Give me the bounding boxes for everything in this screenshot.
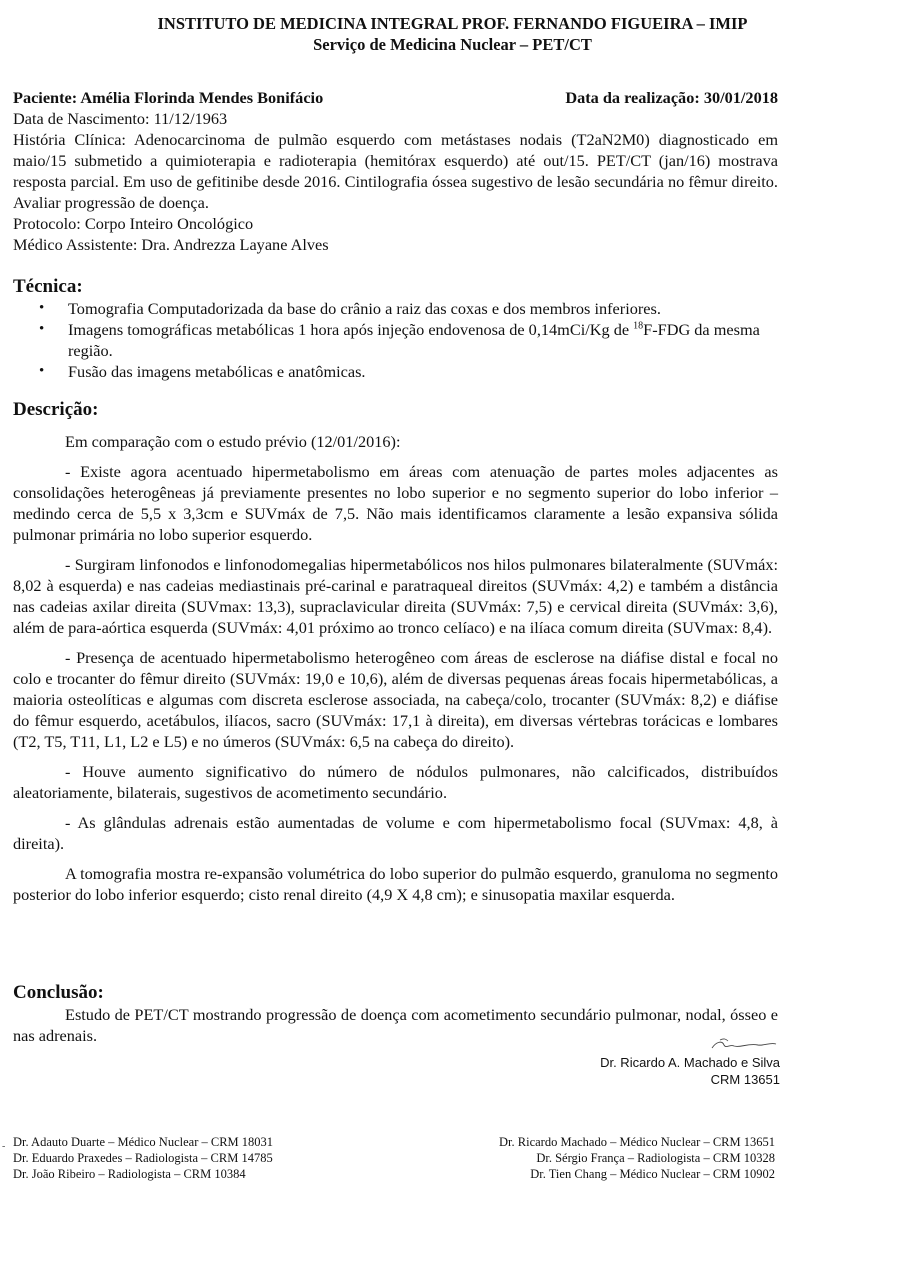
report-header <box>0 13 905 55</box>
description-paragraph: - As glândulas adrenais estão aumentadas de volume e com hipermetabolismo focal (SUVmax: 4,8, à direita). <box>13 813 778 853</box>
protocol: Protocolo: Corpo Inteiro Oncológico <box>13 214 254 233</box>
footer-physician: Dr. Eduardo Praxedes – Radiologista – CRM 14785 <box>13 1151 273 1165</box>
service-name: Serviço de Medicina Nuclear – PET/CT <box>313 35 592 54</box>
footer-physician: Dr. João Ribeiro – Radiologista – CRM 10384 <box>13 1167 246 1181</box>
handwritten-signature <box>660 1036 780 1054</box>
description-paragraph: - Surgiram linfonodos e linfonodomegalias hipermetabólicos nos hilos pulmonares bilateralmente (SUVmáx: 8,02 à esquerda) e nas cadeias mediastinais pré-carinal e paratraqueal direitos (SUVmáx: 4,2) e também a distância nas cadeias axilar direita (SUVmax: 13,3), supraclavicular direita (SUVmáx: 7,5) e cervical direita (SUVmáx: 3,6), além de para-aórtica esquerda (SUVmáx: 4,01 próximo ao tronco celíaco) e na ilíaca comum direita (SUVmax: 8,4). <box>13 555 778 637</box>
description-paragraph: - Existe agora acentuado hipermetabolismo em áreas com atenuação de partes moles adjacentes as consolidações heterogêneas já previamente presentes no lobo superior e no segmento superior do lobo inferior – medindo cerca de 5,5 x 3,3cm e SUVmáx de 7,5. Não mais identificamos claramente a lesão expansiva sólida pulmonar primária no lobo superior esquerdo. <box>13 462 778 544</box>
footer-physician: Dr. Ricardo Machado – Médico Nuclear – CRM 13651 <box>499 1135 775 1149</box>
technique-list <box>13 298 778 382</box>
clinical-history: História Clínica: Adenocarcinoma de pulmão esquerdo com metástases nodais (T2aN2M0) diagnosticado em maio/15 submetido a quimioterapia e radioterapia (hemitórax esquerdo) até out/15. PET/CT (jan/16) mostrava resposta parcial. Em uso de gefitinibe desde 2016. Cintilografia óssea sugestivo de lesão secundária no fêmur direito. Avaliar progressão de doença. <box>13 130 778 212</box>
signer-crm: CRM 13651 <box>710 1072 780 1087</box>
conclusion-heading: Conclusão: <box>13 982 104 1003</box>
description-heading: Descrição: <box>13 399 99 420</box>
description-paragraph: - Presença de acentuado hipermetabolismo heterogêneo com áreas de esclerose na diáfise distal e focal no colo e trocanter do fêmur direito (SUVmáx: 19,0 e 10,6), além de diversas pequenas áreas focais hipermetabólicas, a maioria osteolíticas e algumas com discreta esclerose associada, na cabeça/colo, trocanter (SUVmáx: 8,2) e diáfise do fêmur esquerdo, acetábulos, ilíacos, sacro (SUVmáx: 17,1 à direita), em diversas vértebras torácicas e lombares (T2, T5, T11, L1, L2 e L5) e no úmeros (SUVmáx: 6,5 na cabeça do direito). <box>13 648 778 751</box>
description-paragraph: - Houve aumento significativo do número de nódulos pulmonares, não calcificados, distribuídos aleatoriamente, bilaterais, sugestivos de acometimento secundário. <box>13 762 778 802</box>
technique-item: • Imagens tomográficas metabólicas 1 hora após injeção endovenosa de 0,14mCi/Kg de $^{18}$F-FDG da mesma região. <box>13 319 778 361</box>
description-paragraph: A tomografia mostra re-expansão volumétrica do lobo superior do pulmão esquerdo, granuloma no segmento posterior do lobo inferior esquerdo; cisto renal direito (4,9 X 4,8 cm); e sinusopatia maxilar esquerda. <box>13 864 778 904</box>
description-paragraph: Em comparação com o estudo prévio (12/01/2016): <box>65 432 401 451</box>
technique-heading: Técnica: <box>13 276 83 297</box>
signature-block <box>540 1036 780 1088</box>
signer-name: Dr. Ricardo A. Machado e Silva <box>600 1055 780 1070</box>
conclusion-text: Estudo de PET/CT mostrando progressão de doença com acometimento secundário pulmonar, nodal, ósseo e nas adrenais. <box>13 1005 778 1045</box>
description-section <box>13 399 778 905</box>
technique-section <box>13 276 778 382</box>
footer-left <box>13 1134 273 1182</box>
technique-item: • Tomografia Computadorizada da base do crânio a raiz das coxas e dos membros inferiores. <box>13 298 778 319</box>
institution-name: INSTITUTO DE MEDICINA INTEGRAL PROF. FERNANDO FIGUEIRA – IMIP <box>157 14 748 33</box>
patient-row <box>13 87 778 108</box>
footer-physician: Dr. Tien Chang – Médico Nuclear – CRM 10902 <box>530 1167 775 1181</box>
birth-date: Data de Nascimento: 11/12/1963 <box>13 109 228 128</box>
exam-date: Data da realização: 30/01/2018 <box>565 88 778 107</box>
footer-mark: - <box>2 1141 6 1152</box>
attending-physician: Médico Assistente: Dra. Andrezza Layane Alves <box>13 235 329 254</box>
footer-physician: Dr. Sérgio França – Radiologista – CRM 10328 <box>536 1151 775 1165</box>
patient-name: Paciente: Amélia Florinda Mendes Bonifácio <box>13 88 324 107</box>
footer-physician: Dr. Adauto Duarte – Médico Nuclear – CRM 18031 <box>13 1135 274 1149</box>
technique-item: • Fusão das imagens metabólicas e anatômicas. <box>13 361 778 382</box>
isotope-superscript: 18 <box>633 320 644 332</box>
footer-right <box>499 1134 775 1182</box>
